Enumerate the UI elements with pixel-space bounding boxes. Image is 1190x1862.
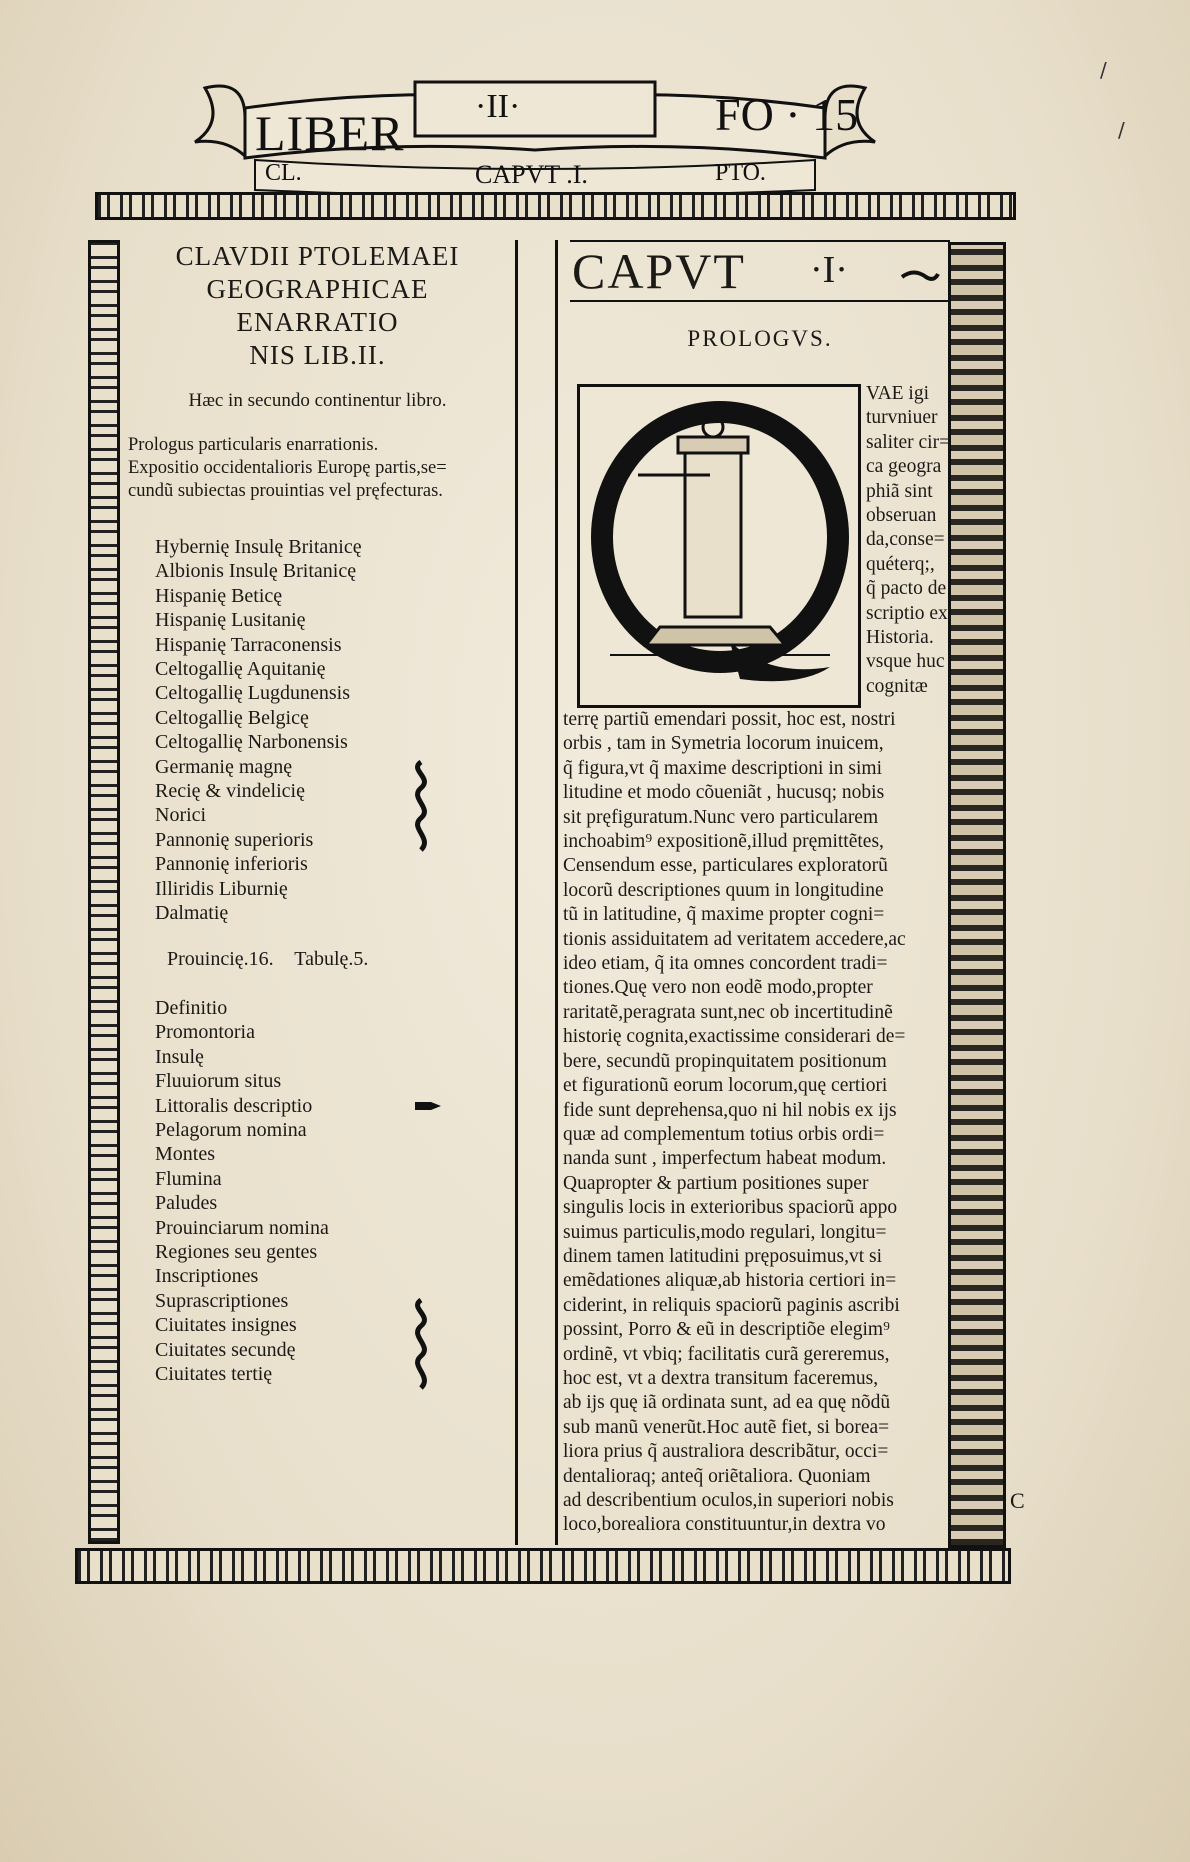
prologus-description: [128, 434, 510, 503]
chapter-heading: CAPVT: [572, 243, 746, 299]
prologue-body: [563, 708, 906, 1538]
text-line: nanda sunt , imperfectum habeat modum.: [563, 1148, 887, 1170]
list-item: Pelagorum nomina: [155, 1119, 307, 1142]
list-item: Ciuitates tertię: [155, 1363, 273, 1386]
pencil-mark: /: [1118, 118, 1125, 142]
description-line: Expositio occidentalioris Europę partis,se=: [128, 458, 447, 478]
list-item: Hybernię Insulę Britanicę: [155, 536, 362, 558]
list-item: Definitio: [155, 997, 228, 1019]
summary-line: [167, 948, 384, 971]
left-ornamental-border: [88, 240, 120, 1544]
right-figural-border: [948, 242, 1006, 1548]
description-line: Prologus particularis enarrationis.: [128, 435, 379, 455]
initial-q-sundial-icon: [580, 387, 858, 705]
text-line: liora prius q̃ australiora describãtur, occi=: [563, 1441, 889, 1463]
text-line: obseruan: [866, 505, 937, 527]
column-rule: [515, 240, 518, 1545]
initial-side-text: [866, 382, 950, 699]
running-head-banner: [185, 78, 885, 198]
bracket-ornament-icon: [407, 760, 435, 852]
text-line: tiones.Quę vero non eodẽ modo,propter: [563, 977, 873, 999]
text-line: fide sunt deprehensa,quo ni hil nobis ex ijs: [563, 1099, 897, 1121]
list-item: Pannonię inferioris: [155, 853, 308, 876]
list-item: Insulę: [155, 1045, 204, 1068]
text-line: sub manũ venerũt.Hoc autẽ fiet, si borea=: [563, 1416, 890, 1438]
elements-list: [155, 996, 329, 1387]
list-item: Montes: [155, 1143, 215, 1166]
text-line: quæ ad complementum totius orbis ordi=: [563, 1123, 885, 1145]
list-item: Paludes: [155, 1192, 218, 1215]
pencil-mark: /: [1100, 58, 1107, 82]
woodcut-initial: [577, 384, 861, 708]
text-line: dinem tamen latitudini pręposuimus,vt si: [563, 1245, 883, 1267]
title-line: CLAVDII PTOLEMAEI: [175, 241, 460, 271]
running-head-pto: PTO.: [715, 160, 766, 186]
text-line: hoc est, vt a dextra transitum faceremus,: [563, 1367, 879, 1389]
list-item: Flumina: [155, 1167, 222, 1190]
text-line: orbis , tam in Symetria locorum inuicem,: [563, 733, 884, 755]
description-line: cundũ subiectas prouintias vel pręfecturas.: [128, 481, 443, 501]
text-line: quéterq;,: [866, 553, 935, 575]
text-line: ciderint, in reliquis spaciorũ paginis ascribi: [563, 1294, 900, 1316]
list-item: Regiones seu gentes: [155, 1241, 318, 1264]
bracket-ornament-icon: [407, 1298, 435, 1390]
text-line: emẽdationes aliquæ,ab historia certiori in=: [563, 1270, 897, 1292]
text-line: raritatẽ,peragrata sunt,nec ob incertitudinẽ: [563, 1001, 893, 1023]
chapter-number: ·I·: [810, 249, 848, 291]
pointing-hand-icon: [413, 1094, 443, 1118]
text-line: vsque huc: [866, 651, 945, 673]
list-item: Ciuitates insignes: [155, 1314, 297, 1337]
text-line: ad describentium oculos,in superiori nobis: [563, 1490, 894, 1511]
text-line: ordinẽ, vt vbiq; facilitatis curã gereremus,: [563, 1343, 890, 1365]
top-ornamental-border: [95, 192, 1016, 220]
text-line: possint, Porro & eũ in descriptiõe elegim⁹: [563, 1319, 890, 1341]
incipit: Hæc in secundo continentur libro.: [188, 390, 447, 411]
table-count: Tabulę.5.: [294, 948, 369, 970]
book-title: [125, 240, 510, 372]
text-line: historię cognita,exactissime considerari de=: [563, 1026, 906, 1048]
running-head-liber: LIBER: [255, 105, 405, 161]
list-item: Prouinciarum nomina: [155, 1216, 329, 1239]
text-line: bere, secundũ propinquitatem positionum: [563, 1050, 887, 1072]
text-line: ideo etiam, q̃ ita omnes concordent tradi=: [563, 953, 888, 975]
running-head-book-number: ·II·: [475, 88, 521, 125]
list-item: Promontoria: [155, 1021, 255, 1044]
text-line: singulis locis in exterioribus spaciorũ appo: [563, 1197, 898, 1219]
running-head-cl: CL.: [265, 160, 302, 186]
folio-number: FO · 15: [715, 89, 859, 140]
signature-marker: C: [1010, 1488, 1025, 1513]
title-line: GEOGRAPHICAE: [206, 274, 429, 304]
list-item: Norici: [155, 804, 207, 827]
text-line: ab ijs quę iã ordinata sunt, ad ea quę nõdũ: [563, 1392, 891, 1414]
text-line: sit pręfiguratum.Nunc vero particularem: [563, 806, 879, 828]
fleuron-icon: [900, 268, 940, 286]
text-line: ca geogra: [866, 456, 942, 478]
list-item: Fluuiorum situs: [155, 1070, 282, 1093]
text-line: locorũ descriptiones quum in longitudine: [563, 879, 884, 901]
section-title: PROLOGVS.: [687, 326, 833, 351]
text-line: et figurationũ eorum locorum,quę certiori: [563, 1075, 888, 1097]
text-line: litudine et modo cõueniãt , hucusq; nobis: [563, 782, 885, 804]
text-line: q̃ figura,vt q̃ maxime descriptioni in simi: [563, 757, 882, 779]
list-item: Germanię magnę: [155, 755, 293, 778]
list-item: Hispanię Lusitanię: [155, 609, 306, 632]
text-line: da,conse=: [866, 529, 945, 551]
list-item: Celtogallię Narbonensis: [155, 731, 348, 754]
list-item: Albionis Insulę Britanicę: [155, 560, 357, 583]
text-line: Quapropter & partium positiones super: [563, 1172, 869, 1194]
text-line: VAE igi: [866, 383, 930, 404]
text-line: suimus particulis,modo regulari, longitu=: [563, 1221, 887, 1243]
bottom-ornamental-border: [75, 1548, 1011, 1584]
text-line: tionis assiduitatem ad veritatem accedere,ac: [563, 928, 906, 950]
text-line: tũ in latitudine, q̃ maxime propter cogni=: [563, 904, 885, 926]
table-of-contents-column: [125, 240, 510, 1386]
list-item: Hispanię Beticę: [155, 584, 283, 607]
text-line: phiã sint: [866, 480, 933, 502]
text-line: turvniuer: [866, 407, 938, 429]
text-line: cognitæ: [866, 675, 928, 697]
text-line: inchoabim⁹ expositionẽ,illud pręmittẽtes,: [563, 831, 884, 853]
list-item: Suprascriptiones: [155, 1289, 289, 1312]
list-item: Celtogallię Lugdunensis: [155, 682, 350, 705]
list-item: Ciuitates secundę: [155, 1338, 296, 1361]
text-line: q̃ pacto de: [866, 578, 947, 600]
list-item: Illiridis Liburnię: [155, 877, 288, 900]
column-rule: [555, 240, 558, 1545]
text-line: dentalioraq; anteq̃ oriẽtaliora. Quoniam: [563, 1465, 871, 1487]
list-item: Celtogallię Aquitanię: [155, 658, 326, 681]
text-line: scriptio ex: [866, 602, 948, 624]
provinces-list: [155, 535, 362, 926]
list-item: Celtogallię Belgicę: [155, 706, 309, 729]
list-item: Recię & vindelicię: [155, 780, 305, 803]
list-item: Littoralis descriptio: [155, 1094, 313, 1117]
text-line: terrę partiũ emendari possit, hoc est, nostri: [563, 709, 896, 730]
province-count: Prouincię.16.: [167, 948, 274, 970]
list-item: Hispanię Tarraconensis: [155, 633, 342, 656]
title-line: ENARRATIO: [236, 307, 399, 337]
list-item: Inscriptiones: [155, 1265, 259, 1288]
text-line: Historia.: [866, 627, 934, 649]
running-head-caput: CAPVT .I.: [475, 160, 588, 189]
text-line: saliter cir=: [866, 431, 951, 453]
list-item: Dalmatię: [155, 902, 229, 925]
text-line: loco,borealiora constituuntur,in dextra vo: [563, 1514, 886, 1536]
text-line: Censendum esse, particulares exploratorũ: [563, 855, 888, 877]
list-item: Pannonię superioris: [155, 828, 314, 851]
title-line: NIS LIB.II.: [249, 340, 386, 370]
